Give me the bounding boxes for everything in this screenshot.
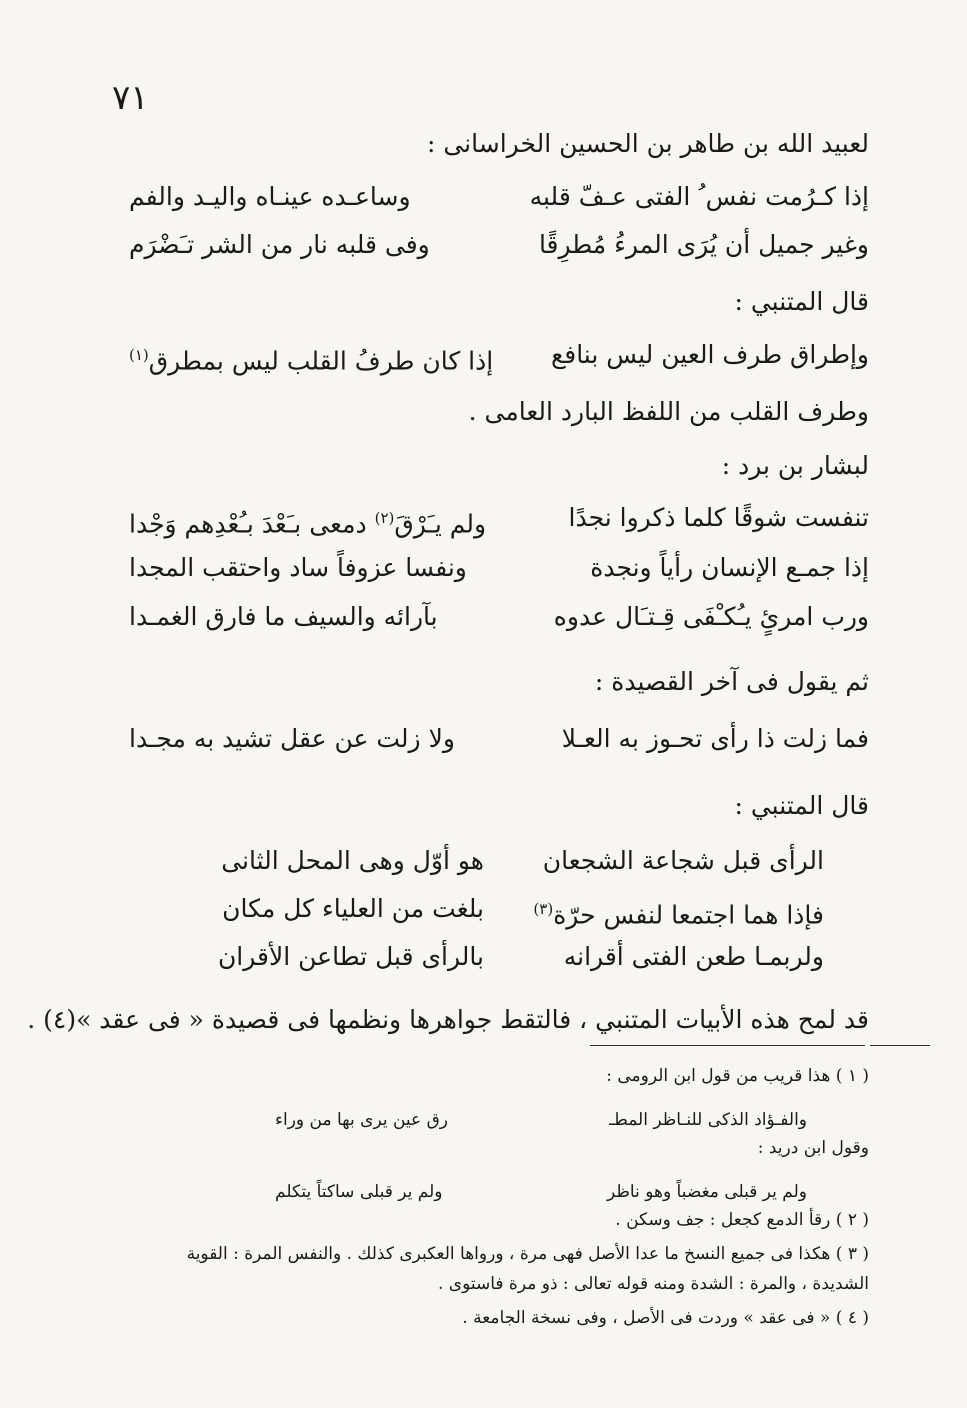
footnote-verse-hemistich: ولم ير قبلى مغضباً وهو ناظر	[606, 1182, 807, 1202]
verse-first-hemistich	[533, 888, 824, 936]
verse-line	[129, 936, 869, 978]
verse-second-hemistich	[129, 497, 486, 545]
footnote-1: ( ١ ) هذا قريب من قول ابن الرومى :	[606, 1066, 869, 1086]
hemistich-prefix: ولم يـَرْقَ	[394, 509, 487, 539]
footnote-ref: (١)	[129, 346, 149, 364]
verse-line	[129, 888, 869, 930]
intro-line-3: لبشار بن برد :	[721, 451, 869, 480]
intro-line-2: قال المتنبي :	[734, 287, 869, 316]
footnote-ref: (٣)	[533, 900, 554, 918]
footnote-separator	[590, 1045, 865, 1046]
intro-line-4: ثم يقول فى آخر القصيدة :	[594, 667, 869, 696]
page-number: ٧١	[112, 78, 149, 118]
verse-first-hemistich: وإطراق طرف العين ليس بنافع	[550, 340, 869, 369]
hemistich-text: فإذا هما اجتمعا لنفس حرّة	[553, 900, 824, 930]
verse-second-hemistich: ونفسا عزوفاً ساد واحتقب المجدا	[129, 553, 467, 582]
intro-line-1: لعبيد الله بن طاهر بن الحسين الخراسانى :	[426, 129, 869, 158]
verse-first-hemistich: ولربمـا طعن الفتى أقرانه	[563, 942, 824, 971]
verse-line	[129, 497, 869, 539]
verse-line	[129, 334, 869, 376]
footnote-verse-hemistich: رق عين يرى بها من وراء	[275, 1110, 448, 1130]
verse-first-hemistich: إذا كـرُمت نفس ُ الفتى عـفّ قلبه	[529, 182, 869, 211]
hemistich-text: إذا كان طرفُ القلب ليس بمطرق	[148, 346, 494, 376]
footnote-verse-hemistich: ولم ير قبلى ساكتاً يتكلم	[275, 1182, 443, 1202]
verse-second-hemistich: بآرائه والسيف ما فارق الغمـدا	[129, 602, 438, 631]
verse-line	[129, 547, 869, 589]
footnote-verse-hemistich: والفـؤاد الذكى للنـاظر المطـ	[609, 1110, 807, 1130]
verse-line	[129, 840, 869, 882]
footnote-ref: (٢)	[374, 509, 395, 527]
footnote-1-cont: وقول ابن دريد :	[757, 1138, 869, 1158]
footnote-separator-tail	[870, 1045, 930, 1046]
verse-line	[129, 718, 869, 760]
verse-first-hemistich: ورب امرئٍ يـُكـْفَى قِـتـَال عدوه	[553, 602, 869, 631]
verse-first-hemistich: فما زلت ذا رأى تحـوز به العـلا	[561, 724, 869, 753]
verse-first-hemistich: تنفست شوقًا كلما ذكروا نجدًا	[568, 503, 869, 532]
verse-first-hemistich: إذا جمـع الإنسان رأياً ونجدة	[590, 553, 869, 582]
verse-second-hemistich	[129, 334, 493, 382]
verse-second-hemistich: وفى قلبه نار من الشر تـَضْرَم	[129, 230, 430, 259]
verse-line	[129, 176, 869, 218]
verse-second-hemistich: ولا زلت عن عقل تشيد به مجـدا	[129, 724, 455, 753]
intro-line-5: قال المتنبي :	[734, 791, 869, 820]
hemistich-text: دمعى بـَعْدَ بـُعْدِهم وَجْدا	[129, 509, 367, 539]
footnote-3-cont: الشديدة ، والمرة : الشدة ومنه قوله تعالى : ذو مرة فاستوى .	[437, 1274, 869, 1294]
verse-first-hemistich: الرأى قبل شجاعة الشجعان	[542, 846, 824, 875]
footnote-2: ( ٢ ) رقأ الدمع كجعل : جف وسكن .	[615, 1210, 869, 1230]
verse-line	[129, 596, 869, 638]
footnote-3: ( ٣ ) هكذا فى جميع النسخ ما عدا الأصل فهى مرة ، ورواها العكبرى كذلك . والنفس المرة : القوية	[186, 1244, 869, 1264]
verse-line	[129, 224, 869, 266]
footnote-4: ( ٤ ) « فى عقد » وردت فى الأصل ، وفى نسخة الجامعة .	[462, 1308, 869, 1328]
verse-first-hemistich: وغير جميل أن يُرَى المرءُ مُطرِقًا	[538, 230, 869, 259]
verse-second-hemistich: بلغت من العلياء كل مكان	[222, 894, 484, 923]
closing-line: قد لمح هذه الأبيات المتنبي ، فالتقط جواهرها ونظمها فى قصيدة « فى عقد »(٤) .	[27, 1005, 869, 1034]
verse-second-hemistich: هو أوّل وهى المحل الثانى	[221, 846, 484, 875]
verse-second-hemistich: بالرأى قبل تطاعن الأقران	[217, 942, 484, 971]
verse-second-hemistich: وساعـده عينـاه واليـد والفم	[129, 182, 411, 211]
commentary-line: وطرف القلب من اللفظ البارد العامى .	[468, 397, 869, 426]
